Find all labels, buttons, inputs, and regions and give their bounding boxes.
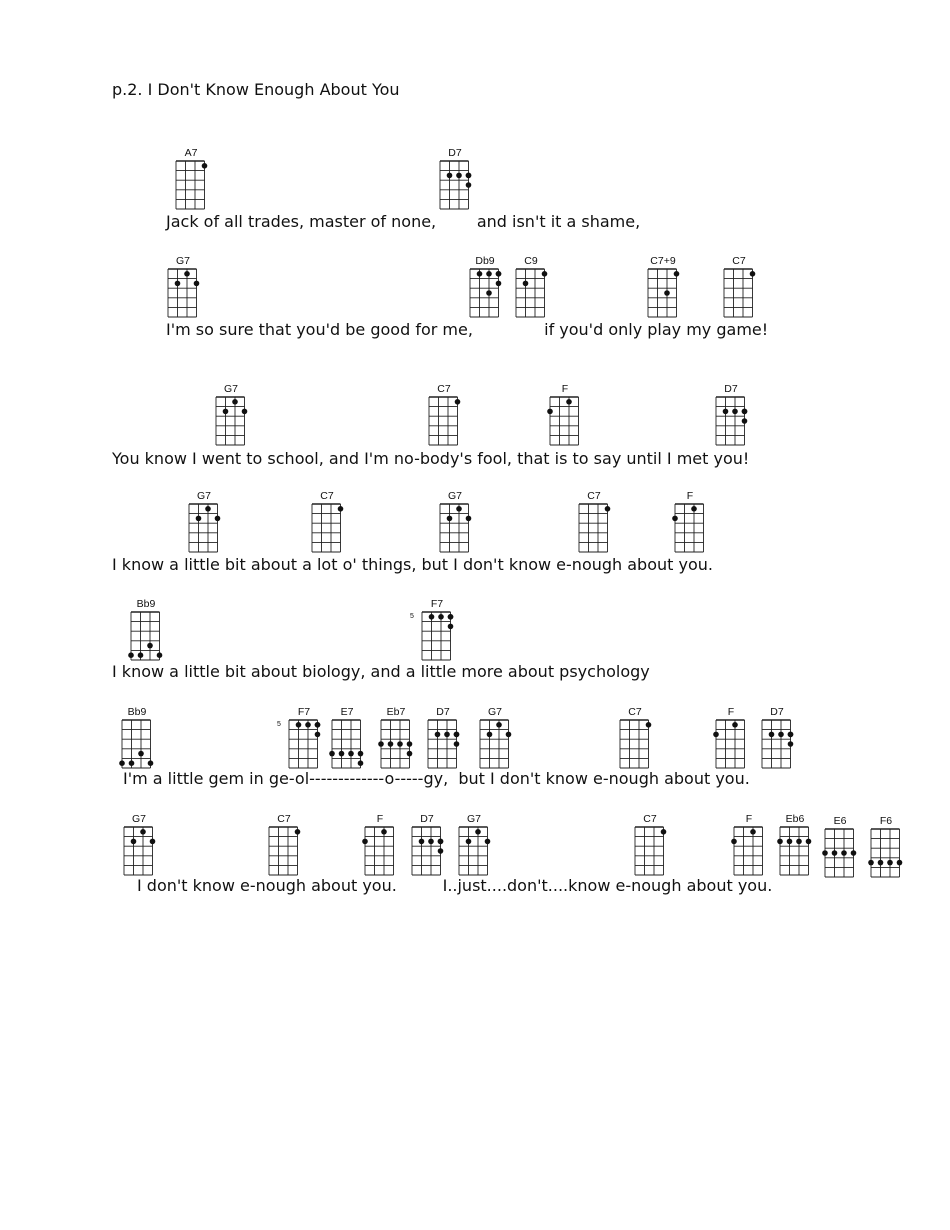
- finger-dot: [454, 732, 460, 738]
- finger-dot: [542, 271, 548, 277]
- finger-dot: [788, 732, 794, 738]
- chord-grid: [546, 393, 583, 449]
- chord-name: Eb6: [785, 813, 805, 825]
- finger-dot: [496, 281, 502, 287]
- lyric-line-5: I know a little bit about biology, and a little more about psychology: [112, 662, 650, 681]
- finger-dot: [329, 751, 335, 757]
- chord-grid: [425, 393, 462, 449]
- finger-dot: [435, 732, 441, 738]
- finger-dot: [487, 732, 493, 738]
- chord-name: C7: [628, 706, 642, 718]
- chord-grid: [377, 716, 414, 772]
- finger-dot: [841, 850, 847, 856]
- chord-name: C7: [437, 383, 451, 395]
- finger-dot: [444, 732, 450, 738]
- chord-name: C7: [587, 490, 601, 502]
- finger-dot: [851, 850, 857, 856]
- chord-grid: [631, 823, 668, 879]
- chord-grid: [720, 265, 757, 321]
- finger-dot: [456, 506, 462, 512]
- finger-dot: [723, 409, 729, 415]
- finger-dot: [496, 722, 502, 728]
- chord-grid: [308, 500, 345, 556]
- chord-grid: [436, 500, 473, 556]
- chord-name: E7: [340, 706, 354, 718]
- chord-name: D7: [770, 706, 784, 718]
- finger-dot: [438, 848, 444, 854]
- finger-dot: [378, 741, 384, 747]
- chord-grid: [776, 823, 813, 879]
- chord-grid: [118, 716, 155, 772]
- chord-name: G7: [447, 490, 462, 502]
- chord-name: E6: [833, 815, 847, 827]
- fret-position-label: 5: [410, 613, 414, 620]
- chord-grid: [867, 825, 904, 881]
- chord-grid: [455, 823, 492, 879]
- finger-dot: [897, 860, 903, 866]
- chord-name: F: [686, 490, 694, 502]
- finger-dot: [787, 839, 793, 845]
- finger-dot: [138, 751, 144, 757]
- finger-dot: [447, 173, 453, 179]
- finger-dot: [486, 290, 492, 296]
- chord-name: F7: [297, 706, 311, 718]
- lyric-line-4: I know a little bit about a lot o' things, but I don't know e-nough about you.: [112, 555, 713, 574]
- chord-grid: [436, 157, 473, 213]
- finger-dot: [157, 652, 163, 658]
- finger-dot: [202, 163, 208, 169]
- finger-dot: [566, 399, 572, 405]
- finger-dot: [732, 409, 738, 415]
- chord-grid: [758, 716, 795, 772]
- chord-name: F: [376, 813, 384, 825]
- finger-dot: [296, 722, 302, 728]
- finger-dot: [887, 860, 893, 866]
- chord-grid: [285, 716, 322, 772]
- finger-dot: [358, 760, 364, 766]
- finger-dot: [148, 760, 154, 766]
- finger-dot: [477, 271, 483, 277]
- finger-dot: [429, 614, 435, 620]
- chord-name: G7: [487, 706, 502, 718]
- finger-dot: [205, 506, 211, 512]
- finger-dot: [778, 732, 784, 738]
- finger-dot: [338, 506, 344, 512]
- finger-dot: [242, 409, 248, 415]
- finger-dot: [428, 839, 434, 845]
- finger-dot: [732, 722, 738, 728]
- chord-name: G7: [196, 490, 211, 502]
- chord-grid: [821, 825, 858, 881]
- chord-name: Bb9: [127, 706, 147, 718]
- chord-name: C7+9: [650, 255, 676, 267]
- finger-dot: [475, 829, 481, 835]
- chord-grid: [512, 265, 549, 321]
- chord-grid: [644, 265, 681, 321]
- chord-grid: [575, 500, 612, 556]
- finger-dot: [547, 409, 553, 415]
- page-title: p.2. I Don't Know Enough About You: [112, 80, 400, 99]
- finger-dot: [454, 741, 460, 747]
- finger-dot: [438, 839, 444, 845]
- chord-name: Bb9: [136, 598, 156, 610]
- chord-grid: [120, 823, 157, 879]
- finger-dot: [438, 614, 444, 620]
- finger-dot: [362, 839, 368, 845]
- finger-dot: [215, 516, 221, 522]
- chord-name: D7: [724, 383, 738, 395]
- finger-dot: [796, 839, 802, 845]
- fret-position-label: 5: [277, 721, 281, 728]
- finger-dot: [140, 829, 146, 835]
- finger-dot: [184, 271, 190, 277]
- finger-dot: [196, 516, 202, 522]
- chord-name: Db9: [475, 255, 495, 267]
- chord-grid: [164, 265, 201, 321]
- chord-grid: [671, 500, 708, 556]
- finger-dot: [232, 399, 238, 405]
- lyric-line-7: I don't know e-nough about you. I..just....don't....know e-nough about you.: [137, 876, 773, 895]
- finger-dot: [194, 281, 200, 287]
- chord-grid: [408, 823, 445, 879]
- chord-grid: [172, 157, 209, 213]
- chord-grid: [466, 265, 503, 321]
- chord-name: D7: [448, 147, 462, 159]
- finger-dot: [407, 751, 413, 757]
- finger-dot: [806, 839, 812, 845]
- chord-grid: [328, 716, 365, 772]
- chord-name: F: [745, 813, 753, 825]
- finger-dot: [295, 829, 301, 835]
- chord-name: F7: [430, 598, 444, 610]
- finger-dot: [315, 722, 321, 728]
- finger-dot: [358, 751, 364, 757]
- finger-dot: [868, 860, 874, 866]
- finger-dot: [129, 760, 135, 766]
- chord-grid: [730, 823, 767, 879]
- finger-dot: [448, 614, 454, 620]
- finger-dot: [691, 506, 697, 512]
- chord-grid: [265, 823, 302, 879]
- finger-dot: [769, 732, 775, 738]
- chord-name: Eb7: [386, 706, 406, 718]
- finger-dot: [466, 516, 472, 522]
- finger-dot: [523, 281, 529, 287]
- lyric-line-1: Jack of all trades, master of none, and isn't it a shame,: [166, 212, 641, 231]
- finger-dot: [348, 751, 354, 757]
- chord-name: C9: [524, 255, 538, 267]
- chord-name: C7: [277, 813, 291, 825]
- chord-grid: [616, 716, 653, 772]
- finger-dot: [672, 516, 678, 522]
- finger-dot: [138, 652, 144, 658]
- chord-grid: [712, 716, 749, 772]
- chord-name: A7: [184, 147, 198, 159]
- finger-dot: [661, 829, 667, 835]
- finger-dot: [456, 173, 462, 179]
- finger-dot: [119, 760, 125, 766]
- finger-dot: [128, 652, 134, 658]
- finger-dot: [750, 829, 756, 835]
- chord-grid: [476, 716, 513, 772]
- chord-name: G7: [466, 813, 481, 825]
- finger-dot: [878, 860, 884, 866]
- finger-dot: [788, 741, 794, 747]
- finger-dot: [388, 741, 394, 747]
- chord-name: D7: [420, 813, 434, 825]
- finger-dot: [506, 732, 512, 738]
- finger-dot: [407, 741, 413, 747]
- finger-dot: [822, 850, 828, 856]
- finger-dot: [605, 506, 611, 512]
- finger-dot: [447, 516, 453, 522]
- chord-grid: [712, 393, 749, 449]
- chord-name: C7: [643, 813, 657, 825]
- chord-name: G7: [223, 383, 238, 395]
- finger-dot: [646, 722, 652, 728]
- chord-grid: [424, 716, 461, 772]
- lyric-line-2: I'm so sure that you'd be good for me, if you'd only play my game!: [166, 320, 769, 339]
- chord-name: F: [727, 706, 735, 718]
- finger-dot: [485, 839, 491, 845]
- finger-dot: [713, 732, 719, 738]
- finger-dot: [381, 829, 387, 835]
- chord-name: G7: [131, 813, 146, 825]
- finger-dot: [466, 182, 472, 188]
- finger-dot: [486, 271, 492, 277]
- chord-name: F: [561, 383, 569, 395]
- finger-dot: [750, 271, 756, 277]
- finger-dot: [223, 409, 229, 415]
- finger-dot: [315, 732, 321, 738]
- chord-grid: [418, 608, 455, 664]
- finger-dot: [397, 741, 403, 747]
- finger-dot: [448, 624, 454, 630]
- finger-dot: [832, 850, 838, 856]
- lyric-line-6: I'm a little gem in ge-ol-------------o-----gy, but I don't know e-nough about you.: [123, 769, 750, 788]
- finger-dot: [466, 173, 472, 179]
- finger-dot: [147, 643, 153, 649]
- finger-dot: [339, 751, 345, 757]
- finger-dot: [674, 271, 680, 277]
- chord-name: D7: [436, 706, 450, 718]
- lyric-line-3: You know I went to school, and I'm no-body's fool, that is to say until I met you!: [112, 449, 750, 468]
- finger-dot: [777, 839, 783, 845]
- finger-dot: [131, 839, 137, 845]
- chord-grid: [212, 393, 249, 449]
- finger-dot: [466, 839, 472, 845]
- chord-name: C7: [732, 255, 746, 267]
- chord-name: C7: [320, 490, 334, 502]
- chord-name: G7: [175, 255, 190, 267]
- chord-grid: [127, 608, 164, 664]
- finger-dot: [731, 839, 737, 845]
- finger-dot: [150, 839, 156, 845]
- finger-dot: [496, 271, 502, 277]
- finger-dot: [419, 839, 425, 845]
- finger-dot: [305, 722, 311, 728]
- chord-grid: [361, 823, 398, 879]
- finger-dot: [455, 399, 461, 405]
- finger-dot: [742, 409, 748, 415]
- chord-name: F6: [879, 815, 893, 827]
- finger-dot: [742, 418, 748, 424]
- finger-dot: [664, 290, 670, 296]
- finger-dot: [175, 281, 181, 287]
- chord-grid: [185, 500, 222, 556]
